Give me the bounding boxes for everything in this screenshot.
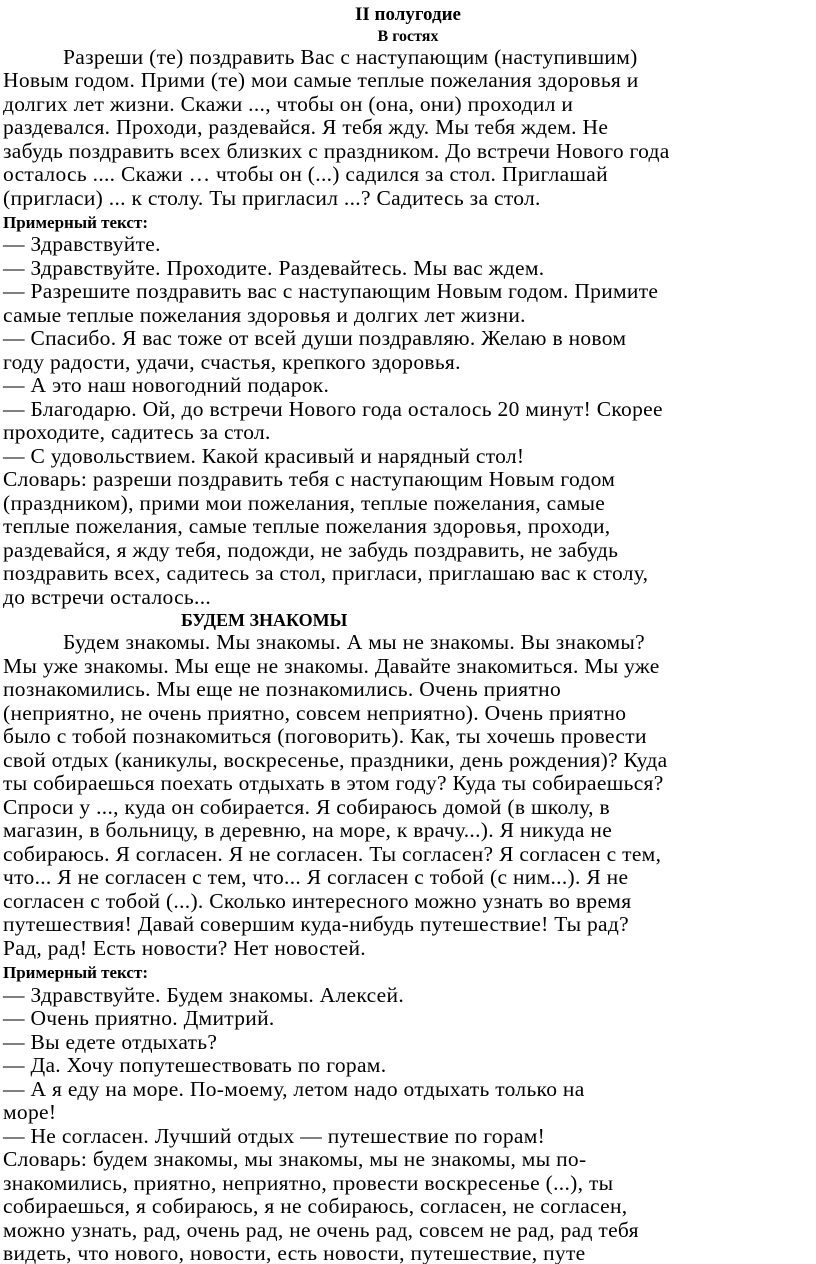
dialogue-line: самые теплые пожелания здоровья и долгих лет жизни.	[3, 303, 526, 327]
vocabulary-line: знакомились, приятно, неприятно, провести воскресенье (...), ты	[3, 1171, 614, 1195]
dialogue-line: море!	[3, 1100, 57, 1124]
dialogue-line: — Разрешите поздравить вас с наступающим Новым годом. Примите	[3, 279, 659, 303]
dialogue-line: — Вы едете отдыхать?	[3, 1030, 218, 1054]
paragraph-line: Спроси у ..., куда он собирается. Я собираюсь домой (в школу, в	[3, 795, 610, 819]
paragraph-line: согласен с тобой (...). Сколько интересного можно узнать во время	[3, 889, 632, 913]
paragraph-line: ты собираешься поехать отдыхать в этом году? Куда ты собираешься?	[3, 771, 664, 795]
paragraph-line: собираюсь. Я согласен. Я не согласен. Ты согласен? Я согласен с тем,	[3, 842, 662, 866]
vocabulary-line: собираешься, я собираюсь, я не собираюсь, согласен, не согласен,	[3, 1194, 628, 1218]
paragraph-line: Разреши (те) поздравить Вас с наступающим (наступившим)	[63, 45, 638, 69]
dialogue-line: — А это наш новогодний подарок.	[3, 373, 330, 397]
paragraph-line: (пригласи) ... к столу. Ты пригласил ...? Садитесь за стол.	[3, 186, 541, 210]
vocabulary-line: до встречи осталось...	[3, 585, 212, 609]
paragraph-line: Будем знакомы. Мы знакомы. А мы не знакомы. Вы знакомы?	[63, 630, 645, 654]
paragraph-line: долгих лет жизни. Скажи ..., чтобы он (она, они) проходил и	[3, 92, 574, 116]
paragraph-line: было с тобой познакомиться (поговорить). Как, ты хочешь провести	[3, 724, 647, 748]
vocabulary-line: поздравить всех, садитесь за стол, пригласи, приглашаю вас к столу,	[3, 561, 649, 585]
dialogue-line: — Да. Хочу попутешествовать по горам.	[3, 1053, 387, 1077]
dialogue-line: — А я еду на море. По-моему, летом надо отдыхать только на	[3, 1077, 585, 1101]
section-title-budem-znakomy: БУДЕМ ЗНАКОМЫ	[181, 610, 348, 630]
paragraph-line: (неприятно, не очень приятно, совсем неприятно). Очень приятно	[3, 701, 627, 725]
paragraph-line: Рад, рад! Есть новости? Нет новостей.	[3, 936, 366, 960]
paragraph-line: магазин, в больницу, в деревню, на море, к врачу...). Я никуда не	[3, 818, 613, 842]
vocabulary-line: видеть, что нового, новости, есть новости, путешествие, путе	[3, 1241, 586, 1264]
vocabulary-line: раздевайся, я жду тебя, подожди, не забудь поздравить, не забудь	[3, 538, 619, 562]
paragraph-line: что... Я не согласен с тем, что... Я согласен с тобой (с ним...). Я не	[3, 865, 629, 889]
paragraph-line: забудь поздравить всех близких с праздником. До встречи Нового года	[3, 139, 670, 163]
vocabulary-line: (праздником), прими мои пожелания, теплые пожелания, самые	[3, 491, 606, 515]
vocabulary-line: можно узнать, рад, очень рад, не очень рад, совсем не рад, рад тебя	[3, 1218, 639, 1242]
sample-text-label: Примерный текст:	[3, 213, 148, 232]
dialogue-line: проходите, садитесь за стол.	[3, 420, 271, 444]
paragraph-line: путешествия! Давай совершим куда-нибудь путешествие! Ты рад?	[3, 912, 629, 936]
paragraph-line: осталось .... Скажи … чтобы он (...) садился за стол. Приглашай	[3, 162, 608, 186]
page-title: II полугодие	[355, 4, 461, 25]
paragraph-line: свой отдых (каникулы, воскресенье, праздники, день рождения)? Куда	[3, 748, 668, 772]
paragraph-line: познакомились. Мы еще не познакомились. Очень приятно	[3, 677, 562, 701]
dialogue-line: — Благодарю. Ой, до встречи Нового года осталось 20 минут! Скорее	[3, 397, 663, 421]
section-title-v-gostyakh: В гостях	[377, 28, 439, 45]
dialogue-line: — С удовольствием. Какой красивый и нарядный стол!	[3, 444, 525, 468]
dialogue-line: — Здравствуйте.	[3, 232, 161, 256]
vocabulary-line: Словарь: разреши поздравить тебя с наступающим Новым годом	[3, 467, 616, 491]
dialogue-line: — Очень приятно. Дмитрий.	[3, 1006, 275, 1030]
paragraph-line: Новым годом. Прими (те) мои самые теплые пожелания здоровья и	[3, 68, 639, 92]
dialogue-line: — Здравствуйте. Будем знакомы. Алексей.	[3, 983, 405, 1007]
vocabulary-line: теплые пожелания, самые теплые пожелания здоровья, проходи,	[3, 514, 611, 538]
dialogue-line: — Здравствуйте. Проходите. Раздевайтесь. Мы вас ждем.	[3, 256, 545, 280]
dialogue-line: — Спасибо. Я вас тоже от всей души поздравляю. Желаю в новом	[3, 326, 627, 350]
sample-text-label: Примерный текст:	[3, 963, 148, 982]
paragraph-line: раздевался. Проходи, раздевайся. Я тебя жду. Мы тебя ждем. Не	[3, 115, 609, 139]
vocabulary-line: Словарь: будем знакомы, мы знакомы, мы не знакомы, мы по-	[3, 1147, 587, 1171]
paragraph-line: Мы уже знакомы. Мы еще не знакомы. Давайте знакомиться. Мы уже	[3, 654, 660, 678]
dialogue-line: — Не согласен. Лучший отдых — путешествие по горам!	[3, 1124, 546, 1148]
dialogue-line: году радости, удачи, счастья, крепкого здоровья.	[3, 350, 461, 374]
